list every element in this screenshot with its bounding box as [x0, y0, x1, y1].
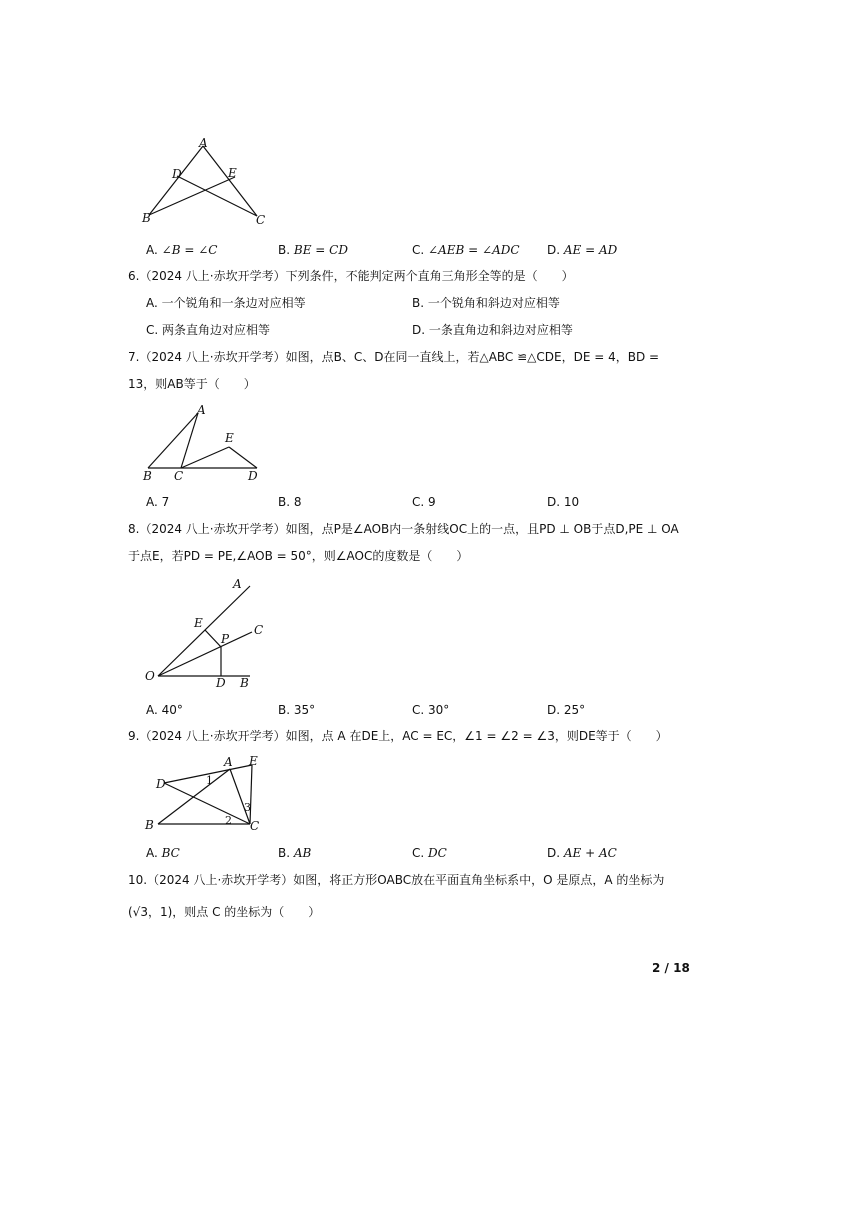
- q8-label-O: O: [145, 669, 155, 683]
- q7-stem-line2: 13，则AB等于（ ）: [128, 377, 256, 391]
- q9-label-E: E: [249, 754, 258, 768]
- q9-label-C: C: [250, 819, 260, 833]
- q8-option-a[interactable]: A. 40°: [146, 703, 183, 717]
- q9-label-A: A: [224, 755, 233, 769]
- q5-label-E: E: [228, 166, 237, 180]
- q5-label-B: B: [142, 211, 151, 225]
- q9-figure: [138, 752, 268, 836]
- q8-option-b[interactable]: B. 35°: [278, 703, 316, 717]
- q5-option-c[interactable]: C. ∠AEB = ∠ADC: [412, 243, 520, 257]
- q5-option-d[interactable]: D. AE = AD: [547, 243, 618, 257]
- q6-option-a[interactable]: A. 一个锐角和一条边对应相等: [146, 296, 306, 310]
- q7-option-d[interactable]: D. 10: [547, 495, 580, 509]
- q8-figure: [138, 572, 268, 694]
- q9-option-a[interactable]: A. BC: [146, 846, 180, 860]
- q9-angle-1: 1: [206, 774, 213, 787]
- q7-label-D: D: [248, 469, 258, 483]
- q5-figure: [135, 132, 275, 232]
- q7-option-b[interactable]: B. 8: [278, 495, 302, 509]
- page-number: 2 / 18: [652, 961, 690, 975]
- q9-angle-3: 3: [244, 801, 251, 814]
- q8-label-E: E: [194, 616, 203, 630]
- q9-label-B: B: [145, 818, 154, 832]
- q7-stem-line1: 7.（2024 八上·赤坎开学考）如图，点B、C、D在同一直线上，若△ABC ≌△CDE，DE = 4，BD =: [128, 350, 660, 364]
- q8-label-P: P: [221, 632, 230, 646]
- q9-angle-2: 2: [225, 814, 232, 827]
- q10-stem-line2: (√3，1)，则点 C 的坐标为（ ）: [128, 905, 321, 919]
- q7-option-c[interactable]: C. 9: [412, 495, 436, 509]
- q9-option-d[interactable]: D. AE + AC: [547, 846, 617, 860]
- q5-label-C: C: [256, 213, 266, 227]
- q6-stem: 6.（2024 八上·赤坎开学考）下列条件，不能判定两个直角三角形全等的是（ ）: [128, 269, 574, 283]
- q9-stem: 9.（2024 八上·赤坎开学考）如图，点 A 在DE上，AC = EC，∠1 = ∠2 = ∠3，则DE等于（ ）: [128, 729, 668, 743]
- q8-option-d[interactable]: D. 25°: [547, 703, 586, 717]
- q7-label-A: A: [197, 403, 206, 417]
- q6-option-d[interactable]: D. 一条直角边和斜边对应相等: [412, 323, 573, 337]
- q5-option-b[interactable]: B. BE = CD: [278, 243, 348, 257]
- q7-label-C: C: [174, 469, 184, 483]
- q8-label-C: C: [254, 623, 264, 637]
- q6-option-b[interactable]: B. 一个锐角和斜边对应相等: [412, 296, 560, 310]
- q9-option-c[interactable]: C. DC: [412, 846, 447, 860]
- q8-stem-line1: 8.（2024 八上·赤坎开学考）如图，点P是∠AOB内一条射线OC上的一点，且PD ⊥ OB于点D,PE ⊥ OA: [128, 522, 679, 536]
- q5-label-D: D: [172, 167, 182, 181]
- q6-option-c[interactable]: C. 两条直角边对应相等: [146, 323, 271, 337]
- q8-option-c[interactable]: C. 30°: [412, 703, 450, 717]
- q5-option-a[interactable]: A. ∠B = ∠C: [146, 243, 218, 257]
- q10-stem-line1: 10.（2024 八上·赤坎开学考）如图，将正方形OABC放在平面直角坐标系中，O 是原点，A 的坐标为: [128, 873, 665, 887]
- q7-option-a[interactable]: A. 7: [146, 495, 170, 509]
- q8-label-B: B: [240, 676, 249, 690]
- q5-label-A: A: [199, 136, 208, 150]
- q8-label-A: A: [233, 577, 242, 591]
- q7-label-E: E: [225, 431, 234, 445]
- q8-label-D: D: [216, 676, 226, 690]
- q7-figure: [136, 398, 271, 486]
- q7-label-B: B: [143, 469, 152, 483]
- q9-label-D: D: [156, 777, 166, 791]
- q9-option-b[interactable]: B. AB: [278, 846, 312, 860]
- q8-stem-line2: 于点E，若PD = PE,∠AOB = 50°，则∠AOC的度数是（ ）: [128, 549, 469, 563]
